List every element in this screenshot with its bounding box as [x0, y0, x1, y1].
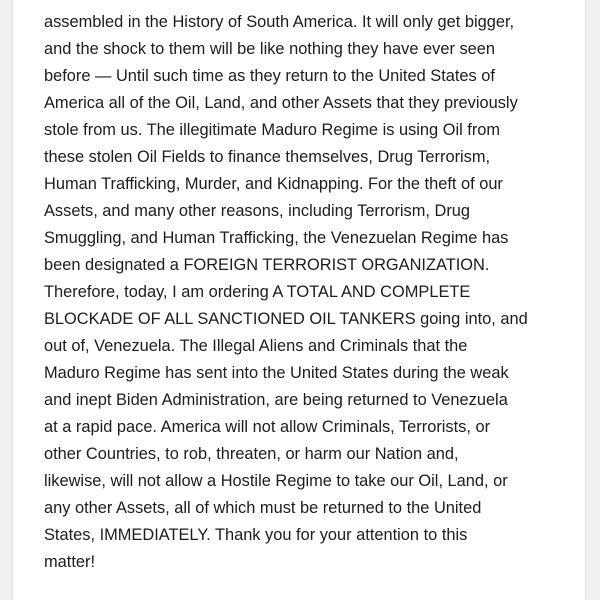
- post-text-line: been designated a FOREIGN TERRORIST ORGANIZATION.: [44, 256, 490, 274]
- post-text-line: Assets, and many other reasons, including Terrorism, Drug: [44, 202, 471, 220]
- post-text-line: Therefore, today, I am ordering A TOTAL AND COMPLETE: [44, 283, 471, 301]
- post-text-line: America all of the Oil, Land, and other Assets that they previously: [44, 94, 518, 112]
- post-body: [44, 9, 600, 576]
- post-text-line: stole from us. The illegitimate Maduro Regime is using Oil from: [44, 121, 501, 139]
- post-text-line: assembled in the History of South America. It will only get bigger,: [44, 13, 515, 31]
- post-text-line: Maduro Regime has sent into the United States during the weak: [44, 364, 509, 382]
- post-text-line: other Countries, to rob, threaten, or harm our Nation and,: [44, 445, 459, 463]
- post-text-line: any other Assets, all of which must be returned to the United: [44, 499, 482, 517]
- post-text-line: likewise, will not allow a Hostile Regime to take our Oil, Land, or: [44, 472, 508, 490]
- post-card: [12, 0, 586, 600]
- post-text-line: before — Until such time as they return to the United States of: [44, 67, 495, 85]
- post-text-line: at a rapid pace. America will not allow Criminals, Terrorists, or: [44, 418, 491, 436]
- post-text-line: and inept Biden Administration, are being returned to Venezuela: [44, 391, 508, 409]
- post-text-line: out of, Venezuela. The Illegal Aliens and Criminals that the: [44, 337, 468, 355]
- post-text-line: these stolen Oil Fields to finance themselves, Drug Terrorism,: [44, 148, 491, 166]
- post-text-line: matter!: [44, 553, 96, 571]
- post-text-line: States, IMMEDIATELY. Thank you for your attention to this: [44, 526, 468, 544]
- post-text-line: Human Trafficking, Murder, and Kidnapping. For the theft of our: [44, 175, 503, 193]
- post-text-line: and the shock to them will be like nothing they have ever seen: [44, 40, 496, 58]
- post-text-line: BLOCKADE OF ALL SANCTIONED OIL TANKERS going into, and: [44, 310, 528, 328]
- post-text-line: Smuggling, and Human Trafficking, the Venezuelan Regime has: [44, 229, 509, 247]
